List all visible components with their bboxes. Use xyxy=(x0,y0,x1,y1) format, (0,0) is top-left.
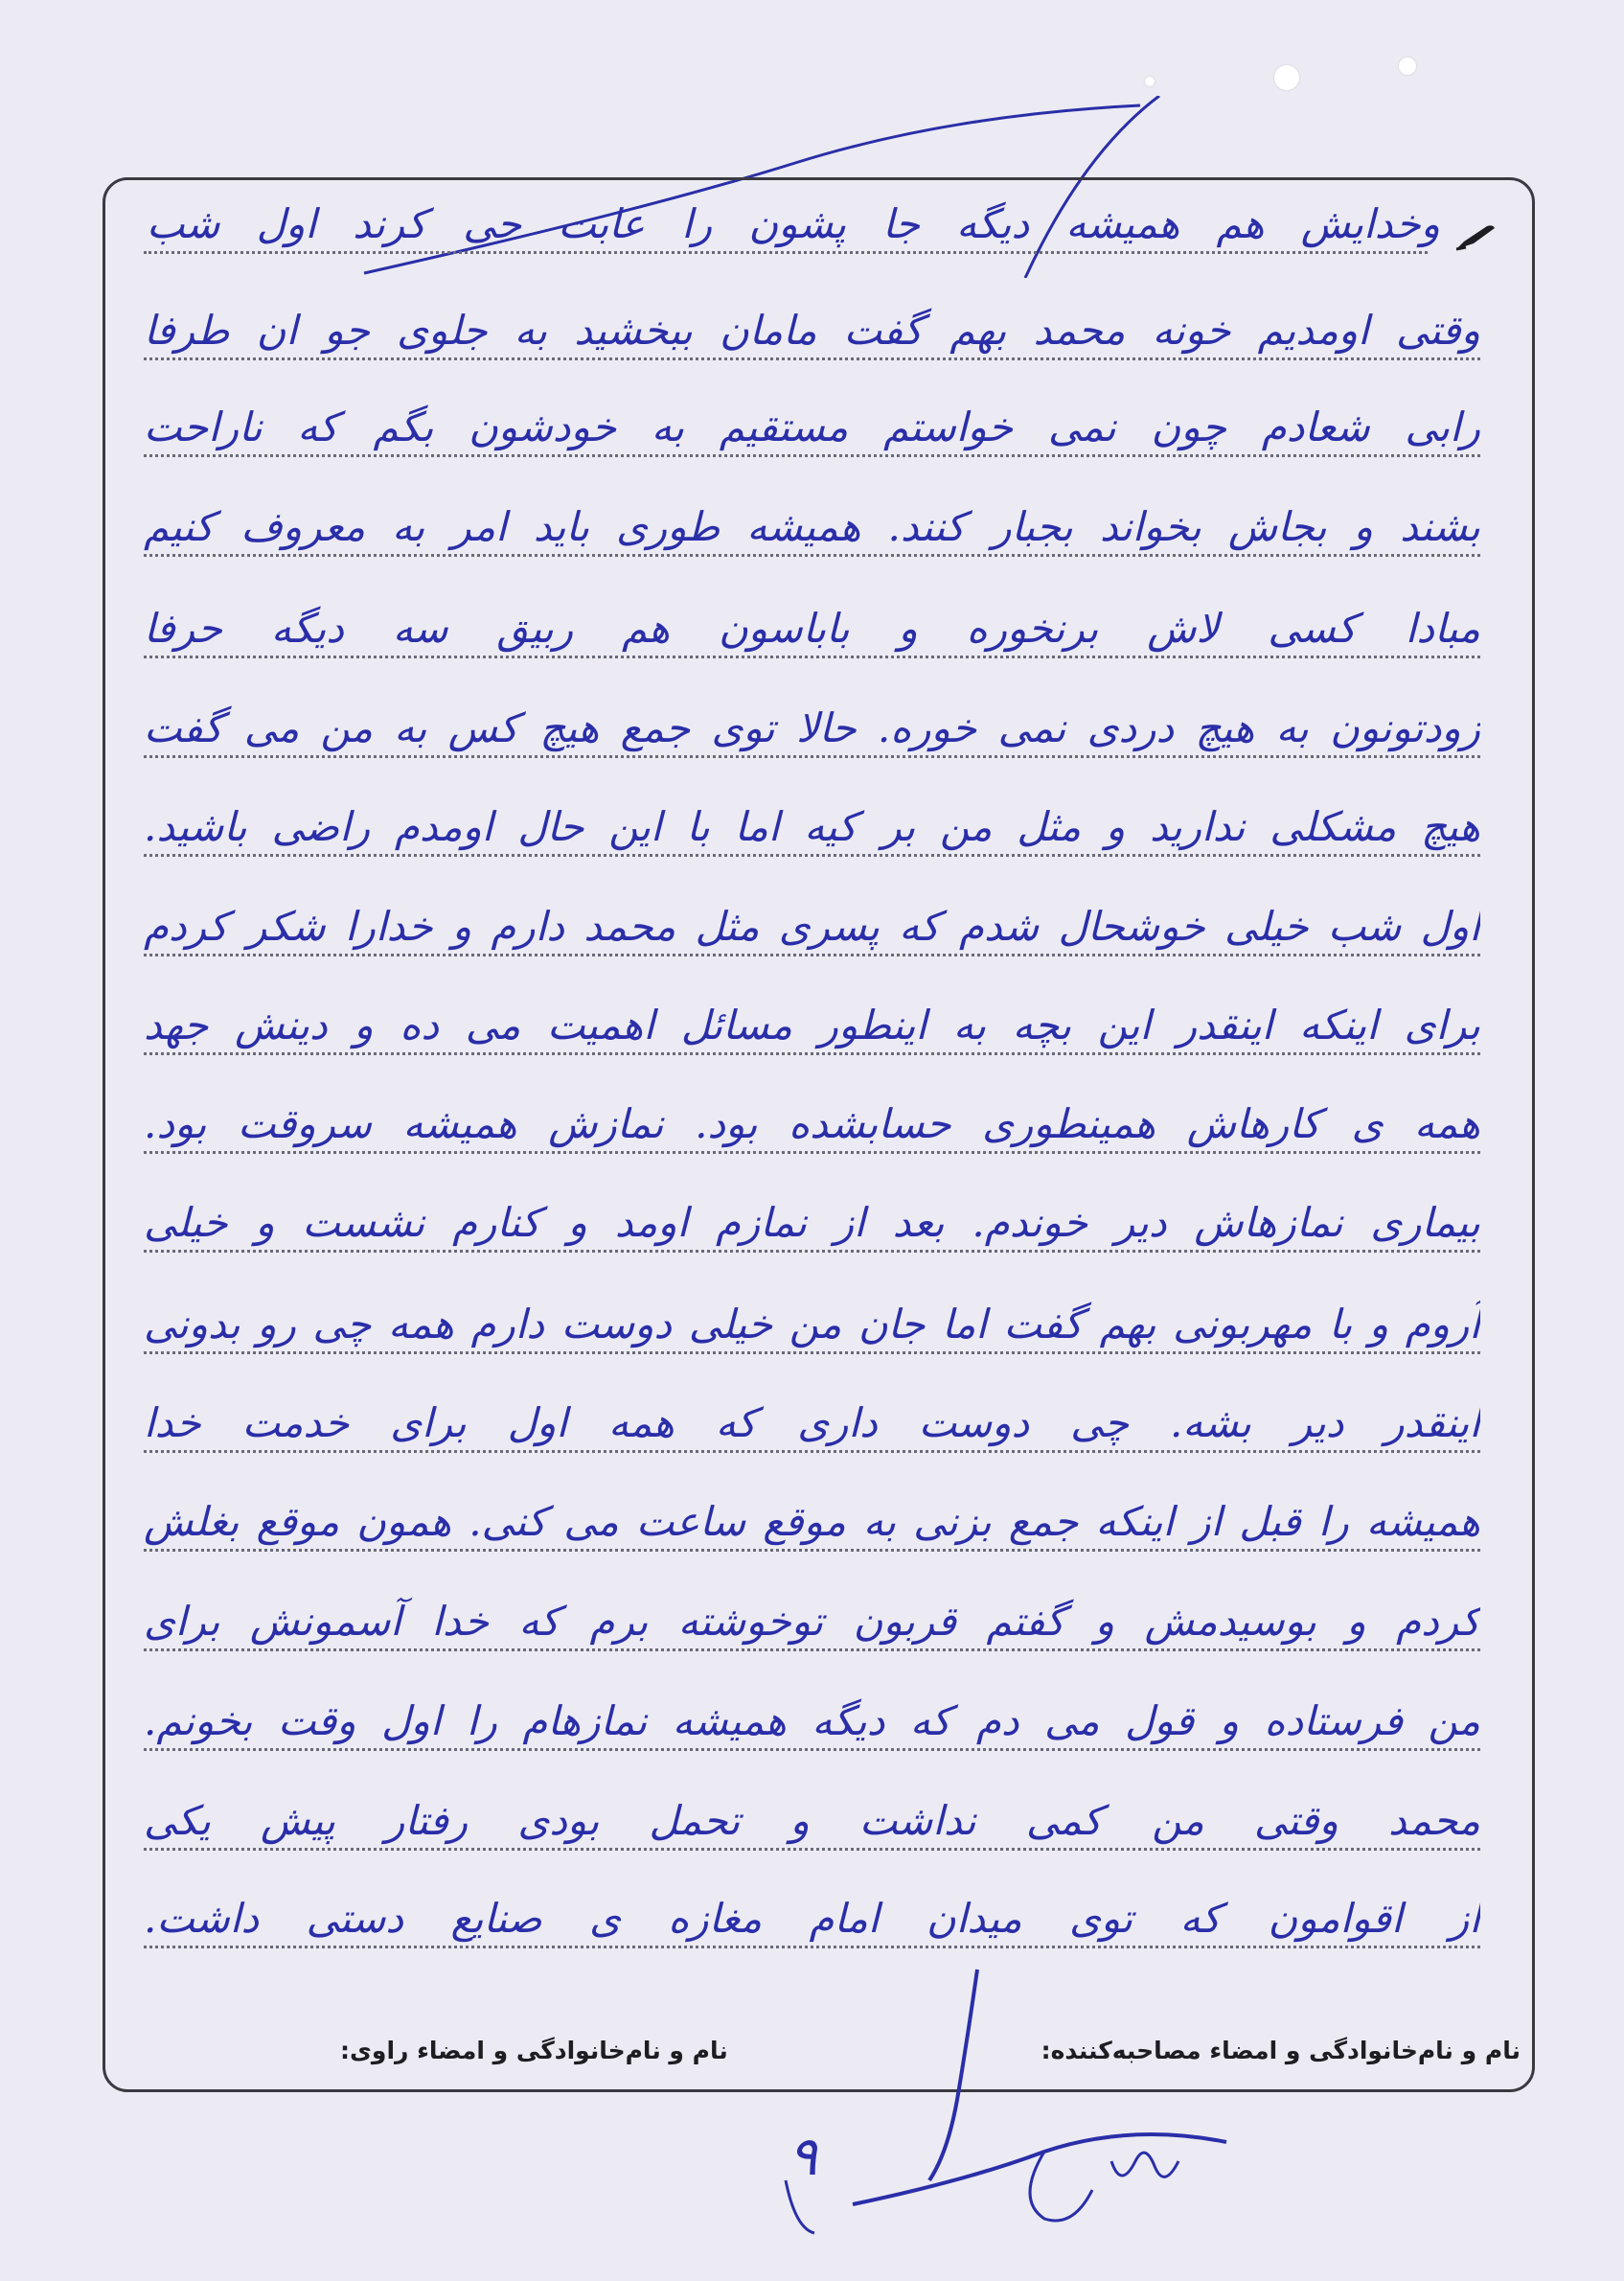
handwritten-line: آروم و با مهربونی بهم گفت اما جان من خیلی دوست دارم همه چی رو بدونی xyxy=(144,1301,1480,1348)
handwritten-line: مبادا کسی لاش برنخوره و باباسون هم ربیق سه دیگه حرفا xyxy=(144,605,1480,652)
handwritten-line: زودتونون به هیچ دردی نمی خوره. حالا توی جمع هیچ کس به من می گفت xyxy=(144,704,1480,751)
ruled-line xyxy=(144,755,1480,758)
pen-icon xyxy=(1454,222,1497,251)
ruled-line xyxy=(144,1549,1480,1552)
punch-hole xyxy=(1399,58,1416,75)
handwritten-line: وقتی اومدیم خونه محمد بهم گفت مامان ببخشید به جلوی جو ان طرفا xyxy=(144,307,1480,354)
punch-hole xyxy=(1274,65,1299,90)
interviewer-signature-label: نام و نام‌خانوادگی و امضاء مصاحبه‌کننده: xyxy=(1041,2037,1521,2064)
ruled-line xyxy=(144,357,1480,360)
ruled-line xyxy=(144,1052,1480,1055)
handwritten-line: محمد وقتی من کمی نداشت و تحمل بودی رفتار پیش یکی xyxy=(144,1797,1480,1844)
ruled-line xyxy=(144,854,1480,857)
handwritten-line: اول شب خیلی خوشحال شدم که پسری مثل محمد دارم و خدارا شکر کردم xyxy=(144,903,1480,950)
ruled-line xyxy=(144,1748,1480,1751)
handwritten-line: بیماری نمازهاش دیر خوندم. بعد از نمازم اومد و کنارم نشست و خیلی xyxy=(144,1199,1480,1246)
page-number: ۹ xyxy=(788,2126,818,2188)
punch-hole xyxy=(1145,77,1155,86)
ruled-line xyxy=(144,1351,1480,1354)
handwritten-line: برای اینکه اینقدر این بچه به اینطور مسائل اهمیت می ده و دینش جهد xyxy=(144,1002,1480,1048)
handwritten-line: رابی شعادم چون نمی خواستم مستقیم به خودشون بگم که ناراحت xyxy=(144,403,1480,450)
ruled-line xyxy=(144,1946,1480,1948)
handwritten-line: اینقدر دیر بشه. چی دوست داری که همه اول برای خدمت خدا xyxy=(144,1399,1480,1446)
ruled-line xyxy=(144,954,1480,956)
handwritten-line: وخدایش هم همیشه دیگه جا پشون را عابت حی کرند اول شب xyxy=(147,200,1440,247)
handwritten-line: من فرستاده و قول می دم که دیگه همیشه نمازهام را اول وقت بخونم. xyxy=(144,1697,1480,1744)
ruled-line xyxy=(144,1648,1480,1651)
handwritten-line: همه ی کارهاش همینطوری حسابشده بود. نمازش همیشه سروقت بود. xyxy=(144,1100,1480,1147)
handwritten-line: کردم و بوسیدمش و گفتم قربون توخوشته برم که خدا آسمونش برای xyxy=(144,1598,1480,1645)
ruled-line xyxy=(144,1848,1480,1851)
signature-scribble xyxy=(728,1960,1265,2247)
ruled-line xyxy=(144,1250,1480,1253)
ruled-line xyxy=(144,251,1428,254)
narrator-signature-label: نام و نام‌خانوادگی و امضاء راوی: xyxy=(340,2037,728,2064)
handwritten-line: از اقوامون که توی میدان امام مغازه ی صنایع دستی داشت. xyxy=(144,1895,1480,1942)
handwritten-line: بشند و بجاش بخواند بجبار کنند. همیشه طوری باید امر به معروف کنیم xyxy=(144,503,1480,550)
handwritten-line: همیشه را قبل از اینکه جمع بزنی به موقع ساعت می کنی. همون موقع بغلش xyxy=(144,1498,1480,1545)
ruled-line xyxy=(144,454,1480,457)
ruled-line xyxy=(144,1450,1480,1453)
ruled-line xyxy=(144,554,1480,557)
handwritten-line: هیچ مشکلی ندارید و مثل من بر کیه اما با این حال اومدم راضی باشید. xyxy=(144,803,1480,850)
ruled-line xyxy=(144,656,1480,658)
ruled-line xyxy=(144,1151,1480,1154)
